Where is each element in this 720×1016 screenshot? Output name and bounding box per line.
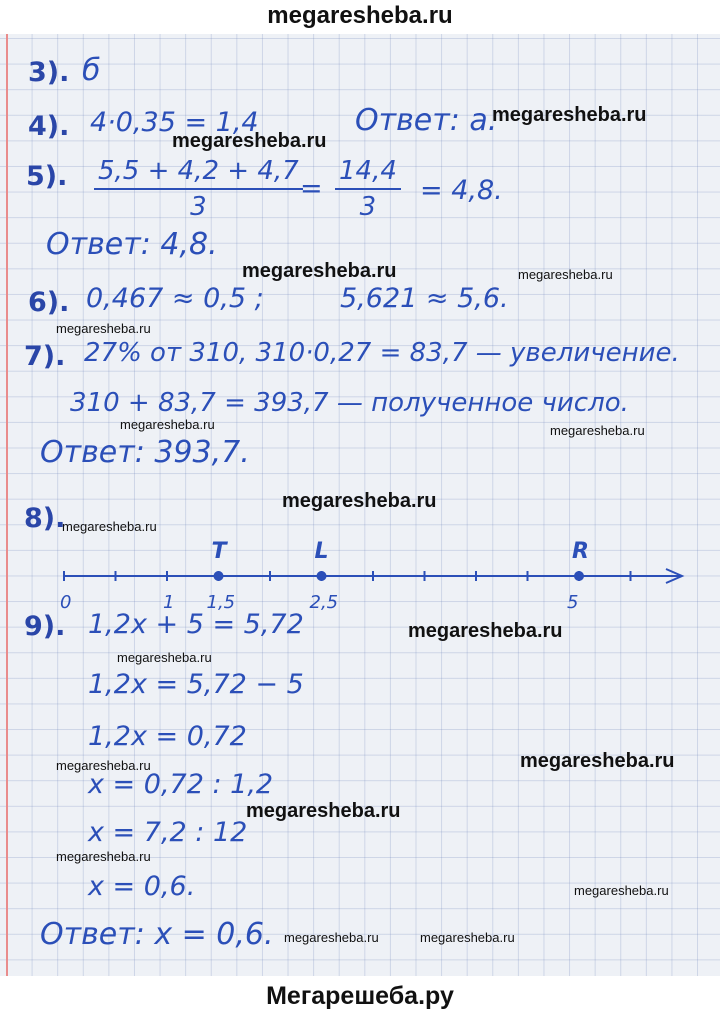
header-site-name: megaresheba.ru <box>267 2 453 29</box>
point-r-dot <box>574 571 584 581</box>
watermark: megaresheba.ru <box>56 758 151 773</box>
point-t-dot <box>214 571 224 581</box>
task-9-number: 9). <box>24 611 66 642</box>
point-t-letter: T <box>211 539 227 564</box>
tick-label: 1 <box>163 592 175 613</box>
fraction-1-denominator: 3 <box>190 192 207 222</box>
task-9-line-2: 1,2x = 5,72 − 5 <box>88 669 304 700</box>
point-t-value: 1,5 <box>206 592 236 613</box>
task-9-line-5: x = 7,2 : 12 <box>88 817 248 848</box>
fraction-1-numerator: 5,5 + 4,2 + 4,7 <box>94 156 303 190</box>
task-7-answer: Ответ: 393,7. <box>40 435 250 470</box>
watermark: megaresheba.ru <box>420 930 515 945</box>
task-5-answer: Ответ: 4,8. <box>46 227 218 262</box>
watermark: megaresheba.ru <box>120 417 215 432</box>
watermark: megaresheba.ru <box>56 849 151 864</box>
point-l-value: 2,5 <box>309 592 339 613</box>
task-4-number: 4). <box>28 111 70 142</box>
task-3-answer: б <box>82 53 101 88</box>
watermark: megaresheba.ru <box>172 130 327 152</box>
point-l-dot <box>317 571 327 581</box>
task-4-calculation: 4·0,35 = 1,4 <box>90 107 259 138</box>
watermark: megaresheba.ru <box>56 321 151 336</box>
task-9-answer: Ответ: x = 0,6. <box>40 917 274 952</box>
task-5-fraction-2 <box>335 156 401 222</box>
site-header <box>0 0 720 34</box>
task-4-answer: Ответ: а. <box>355 103 498 138</box>
task-7-line-1: 27% от 310, 310·0,27 = 83,7 — увеличение. <box>84 338 680 368</box>
task-6-approx-1: 0,467 ≈ 0,5 ; <box>86 283 264 314</box>
tick-label: 0 <box>60 592 72 613</box>
watermark: megaresheba.ru <box>284 930 379 945</box>
fraction-2-denominator: 3 <box>359 192 377 222</box>
task-9-line-3: 1,2x = 0,72 <box>88 721 247 752</box>
footer-site-name: Мегарешеба.ру <box>266 982 454 1010</box>
watermark: megaresheba.ru <box>520 750 675 772</box>
task-5-result: = 4,8. <box>420 175 503 206</box>
task-3-number: 3). <box>28 57 70 88</box>
task-5-fraction-1 <box>94 156 303 222</box>
task-6-approx-2: 5,621 ≈ 5,6. <box>340 283 509 314</box>
task-6-number: 6). <box>28 287 70 318</box>
watermark: megaresheba.ru <box>574 883 669 898</box>
notebook-page <box>0 34 720 976</box>
point-r-value: 5 <box>567 592 579 613</box>
task-7-line-2: 310 + 83,7 = 393,7 — полученное число. <box>70 388 629 418</box>
task-8-number: 8). <box>24 503 66 534</box>
task-9-line-1: 1,2x + 5 = 5,72 <box>88 609 304 640</box>
task-9-line-4: x = 0,72 : 1,2 <box>88 769 274 800</box>
watermark: megaresheba.ru <box>242 260 397 282</box>
task-5-equals: = <box>300 173 323 204</box>
task-7-number: 7). <box>24 341 66 372</box>
point-r-letter: R <box>572 539 589 564</box>
task-5-number: 5). <box>26 161 68 192</box>
watermark: megaresheba.ru <box>518 267 613 282</box>
watermark: megaresheba.ru <box>408 620 563 642</box>
watermark: megaresheba.ru <box>550 423 645 438</box>
watermark: megaresheba.ru <box>246 800 401 822</box>
watermark: megaresheba.ru <box>117 650 212 665</box>
site-footer <box>0 976 720 1016</box>
task-9-line-6: x = 0,6. <box>88 871 196 902</box>
point-l-letter: L <box>314 539 329 564</box>
watermark: megaresheba.ru <box>492 104 647 126</box>
fraction-2-numerator: 14,4 <box>335 156 401 190</box>
watermark: megaresheba.ru <box>62 519 157 534</box>
watermark: megaresheba.ru <box>282 490 437 512</box>
